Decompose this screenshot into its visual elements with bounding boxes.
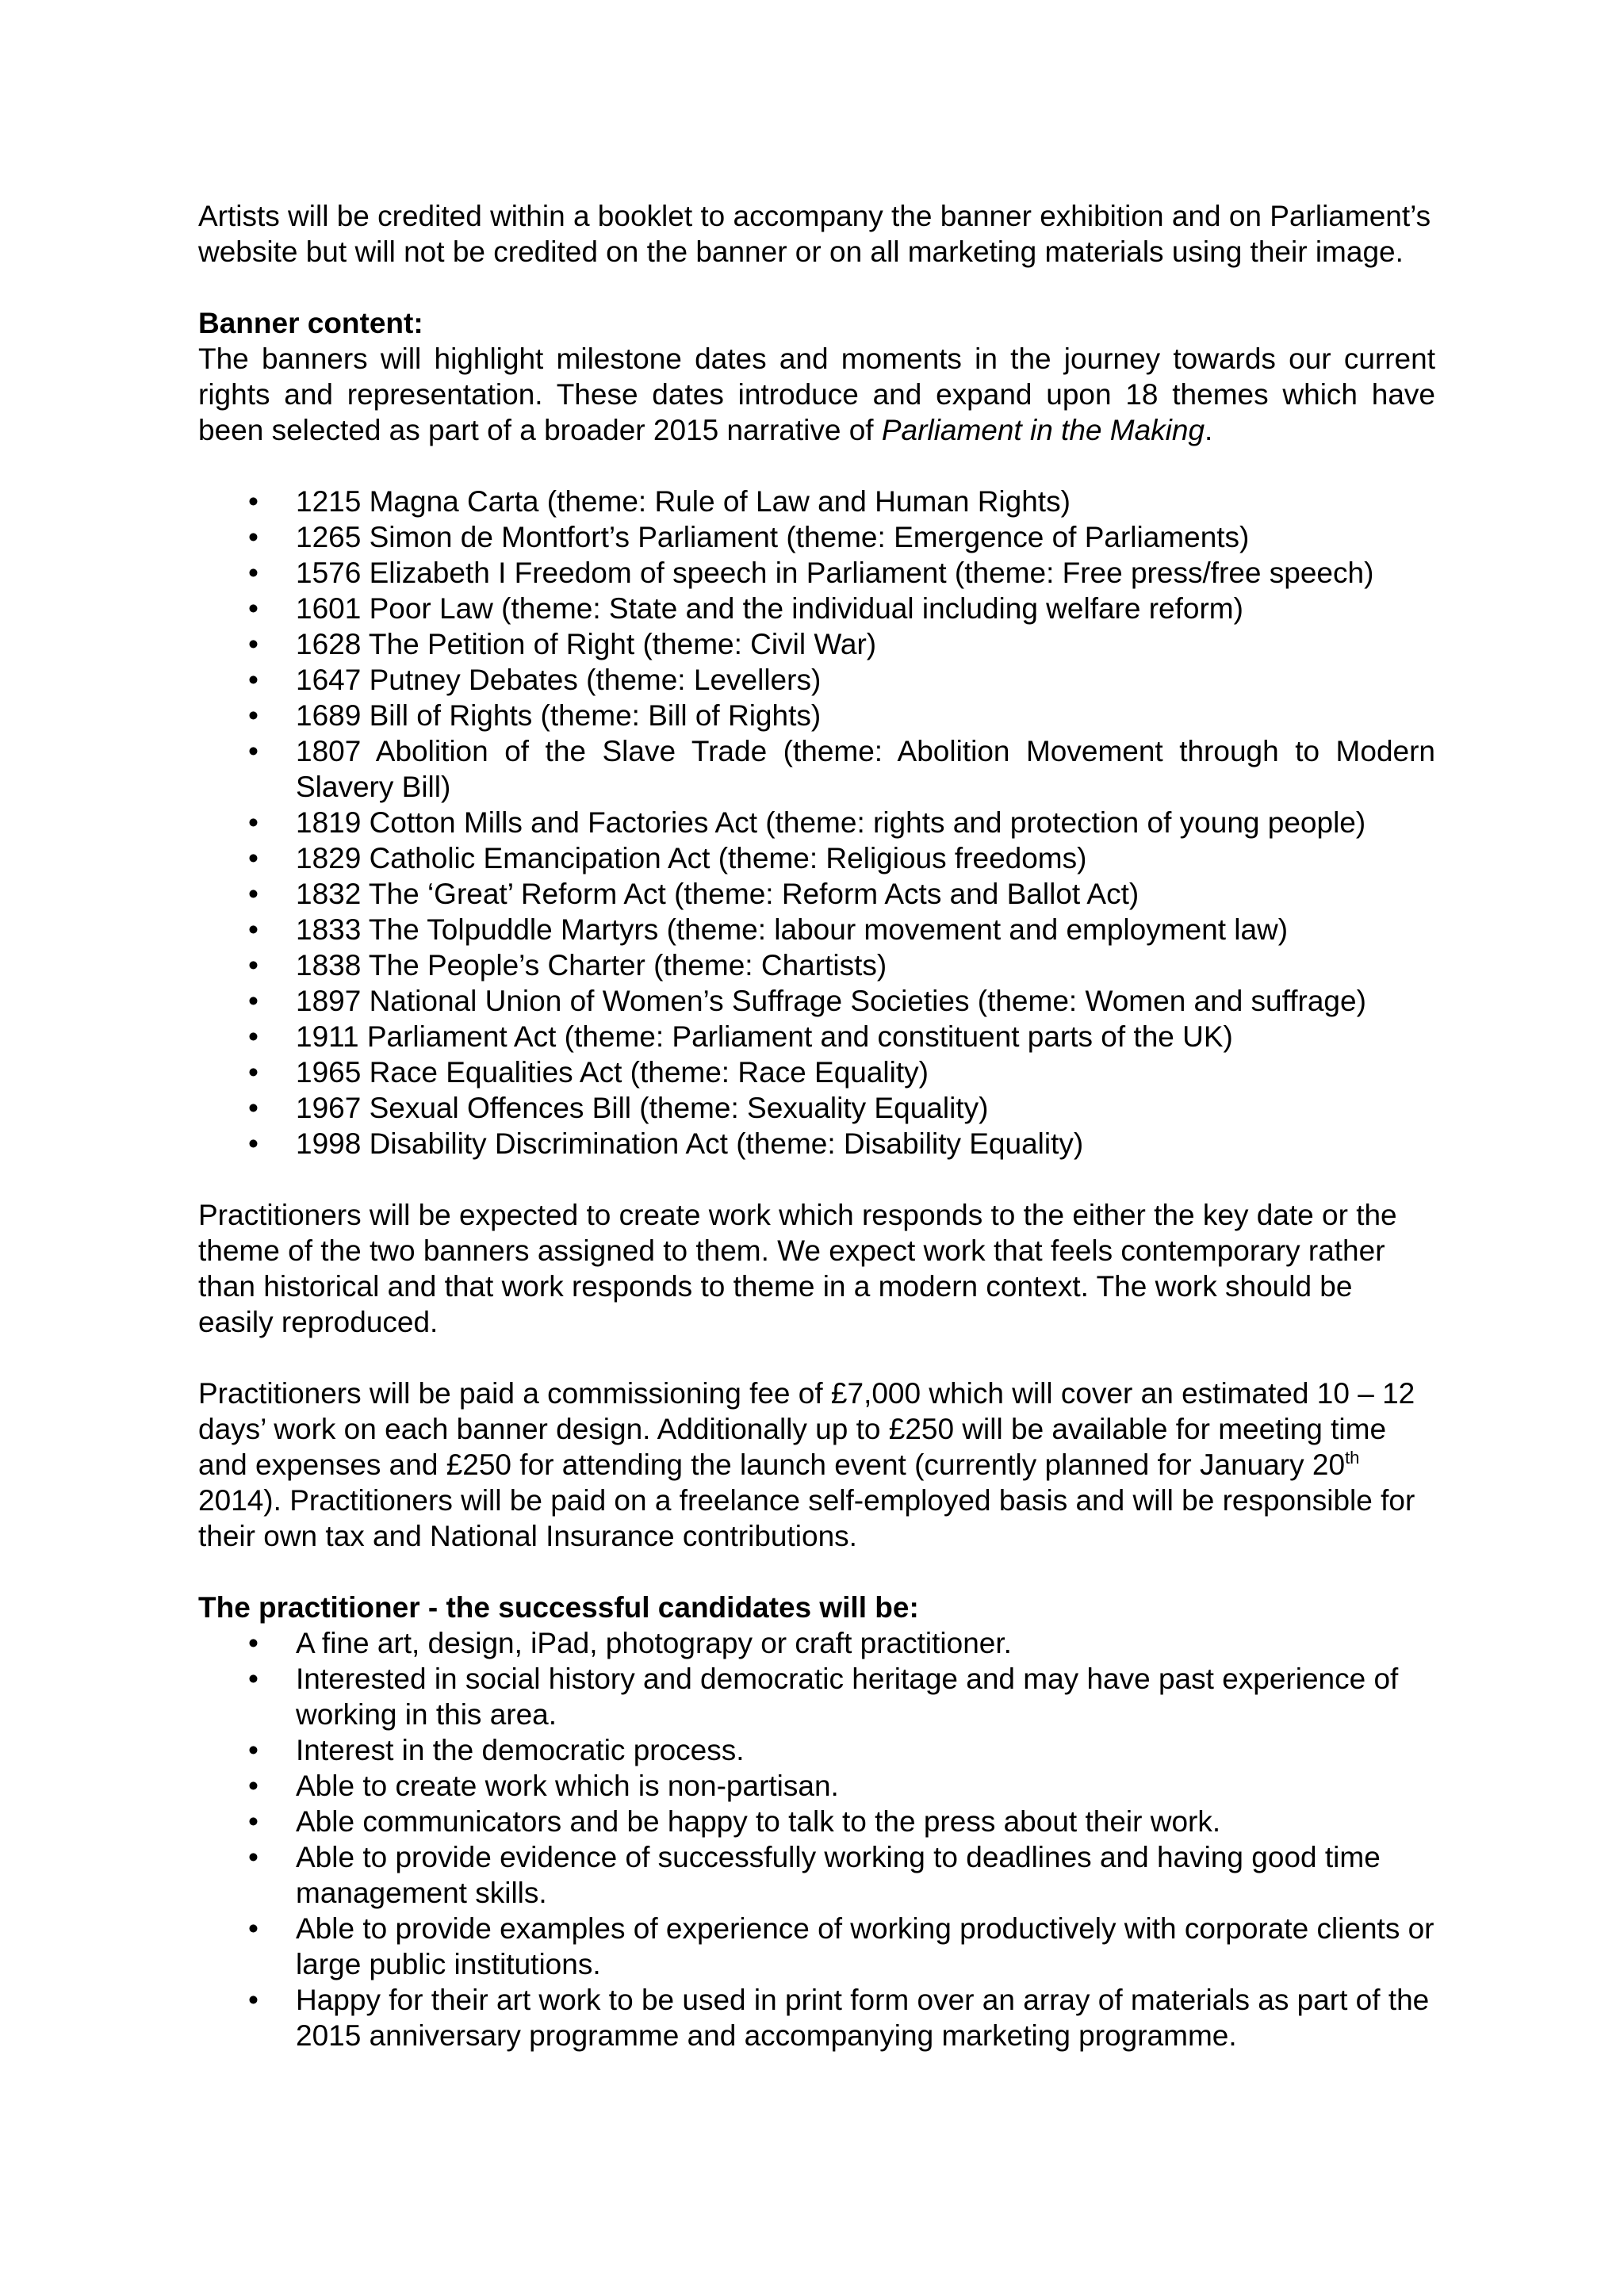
theme-list-item: [198, 1126, 1435, 1161]
criteria-list-item: [198, 1732, 1435, 1768]
bullet-icon: •: [248, 842, 259, 874]
theme-list-item-text: 1965 Race Equalities Act (theme: Race Equality): [296, 1056, 929, 1089]
bullet-icon: •: [248, 628, 259, 660]
paragraph-gap: [198, 1340, 1435, 1376]
theme-list-item-text: 1215 Magna Carta (theme: Rule of Law and Human Rights): [296, 485, 1071, 518]
fees-paragraph: [198, 1376, 1435, 1554]
bullet-icon: •: [248, 913, 259, 946]
theme-list-item-text: 1819 Cotton Mills and Factories Act (theme: rights and protection of young people): [296, 806, 1366, 839]
criteria-list-item-text: Able to provide evidence of successfully working to deadlines and having good time management skills.: [296, 1841, 1381, 1909]
criteria-list-item-text: Able communicators and be happy to talk to the press about their work.: [296, 1805, 1221, 1838]
credit-paragraph: Artists will be credited within a booklet to accompany the banner exhibition and on Parliament’s website but will not be credited on the banner or on all marketing materials using their image.: [198, 200, 1431, 268]
theme-list-item: [198, 662, 1435, 698]
banner-content-text-end: .: [1205, 414, 1213, 446]
criteria-list: [198, 1625, 1435, 2053]
criteria-list-item-text: A fine art, design, iPad, photograpy or craft practitioner.: [296, 1627, 1012, 1659]
theme-list-item: [198, 983, 1435, 1019]
expectations-paragraph: Practitioners will be expected to create work which responds to the either the key date or the theme of the two banners assigned to them. We expect work that feels contemporary rather than historical and that work responds to theme in a modern context. The work should be easily reproduced.: [198, 1199, 1397, 1338]
bullet-icon: •: [248, 1805, 259, 1838]
themes-list: [198, 484, 1435, 1161]
criteria-list-item-text: Interest in the democratic process.: [296, 1734, 745, 1766]
theme-list-item-text: 1601 Poor Law (theme: State and the individual including welfare reform): [296, 592, 1243, 625]
fees-text: Practitioners will be paid a commissioning fee of £7,000 which will cover an estimated 10 – 12 days’ work on each banner design. Additionally up to £250 will be available for meeting time and expenses and £250 for attending the launch event (currently planned for January 20: [198, 1377, 1415, 1481]
criteria-list-item-text: Able to create work which is non-partisan.: [296, 1770, 839, 1802]
practitioner-heading: The practitioner - the successful candidates will be:: [198, 1591, 919, 1624]
theme-list-item-text: 1647 Putney Debates (theme: Levellers): [296, 664, 822, 696]
theme-list-item: [198, 840, 1435, 876]
theme-list-item: [198, 519, 1435, 555]
bullet-icon: •: [248, 1127, 259, 1160]
paragraph-gap: [198, 1161, 1435, 1197]
theme-list-item-text: 1829 Catholic Emancipation Act (theme: Religious freedoms): [296, 842, 1087, 874]
bullet-icon: •: [248, 1020, 259, 1053]
criteria-list-item: [198, 1768, 1435, 1804]
theme-list-item-text: 1911 Parliament Act (theme: Parliament and constituent parts of the UK): [296, 1020, 1233, 1053]
criteria-list-item: [198, 1625, 1435, 1661]
document-page: [198, 198, 1435, 2053]
theme-list-item: [198, 484, 1435, 519]
theme-list-item-text: 1689 Bill of Rights (theme: Bill of Rights): [296, 699, 822, 732]
theme-list-item-text: 1807 Abolition of the Slave Trade (theme: Abolition Movement through to Modern Slavery Bill): [296, 735, 1435, 803]
bullet-icon: •: [248, 699, 259, 732]
theme-list-item: [198, 555, 1435, 591]
criteria-list-item: [198, 1839, 1435, 1911]
bullet-icon: •: [248, 1627, 259, 1659]
theme-list-item: [198, 876, 1435, 912]
bullet-icon: •: [248, 1984, 259, 2016]
theme-list-item: [198, 591, 1435, 626]
bullet-icon: •: [248, 1056, 259, 1089]
criteria-list-item: [198, 1911, 1435, 1982]
theme-list-item: [198, 698, 1435, 733]
criteria-list-item: [198, 1804, 1435, 1839]
theme-list-item-text: 1838 The People’s Charter (theme: Chartists): [296, 949, 887, 982]
theme-list-item-text: 1897 National Union of Women’s Suffrage Societies (theme: Women and suffrage): [296, 985, 1366, 1017]
theme-list-item-text: 1628 The Petition of Right (theme: Civil War): [296, 628, 877, 660]
bullet-icon: •: [248, 1770, 259, 1802]
fees-text-end: 2014). Practitioners will be paid on a freelance self-employed basis and will be responsible for their own tax and National Insurance contributions.: [198, 1484, 1415, 1552]
bullet-icon: •: [248, 1841, 259, 1873]
theme-list-item: [198, 733, 1435, 805]
theme-list-item: [198, 805, 1435, 840]
bullet-icon: •: [248, 878, 259, 910]
criteria-list-item: [198, 1982, 1435, 2053]
theme-list-item-text: 1832 The ‘Great’ Reform Act (theme: Reform Acts and Ballot Act): [296, 878, 1139, 910]
theme-list-item: [198, 912, 1435, 947]
bullet-icon: •: [248, 1912, 259, 1945]
bullet-icon: •: [248, 949, 259, 982]
paragraph-gap: [198, 448, 1435, 484]
bullet-icon: •: [248, 1092, 259, 1124]
theme-list-item: [198, 1054, 1435, 1090]
criteria-list-item-text: Happy for their art work to be used in print form over an array of materials as part of the 2015 anniversary programme and accompanying marketing programme.: [296, 1984, 1430, 2052]
bullet-icon: •: [248, 1663, 259, 1695]
theme-list-item-text: 1265 Simon de Montfort’s Parliament (theme: Emergence of Parliaments): [296, 521, 1250, 553]
bullet-icon: •: [248, 806, 259, 839]
bullet-icon: •: [248, 1734, 259, 1766]
banner-content-paragraph: [198, 341, 1435, 448]
banner-content-heading: Banner content:: [198, 307, 423, 339]
bullet-icon: •: [248, 557, 259, 589]
paragraph-gap: [198, 270, 1435, 305]
theme-list-item: [198, 947, 1435, 983]
parliament-in-the-making-title: Parliament in the Making: [881, 414, 1205, 446]
bullet-icon: •: [248, 485, 259, 518]
theme-list-item: [198, 1019, 1435, 1054]
paragraph-gap: [198, 1554, 1435, 1590]
theme-list-item: [198, 1090, 1435, 1126]
banner-content-text: The banners will highlight milestone dates and moments in the journey towards our current rights and representation. These dates introduce and expand upon 18 themes which have been selected as part of a broader 2015 narrative of: [198, 342, 1435, 446]
bullet-icon: •: [248, 592, 259, 625]
theme-list-item: [198, 626, 1435, 662]
bullet-icon: •: [248, 664, 259, 696]
bullet-icon: •: [248, 735, 259, 767]
theme-list-item-text: 1967 Sexual Offences Bill (theme: Sexuality Equality): [296, 1092, 989, 1124]
theme-list-item-text: 1998 Disability Discrimination Act (theme: Disability Equality): [296, 1127, 1084, 1160]
criteria-list-item: [198, 1661, 1435, 1732]
theme-list-item-text: 1576 Elizabeth I Freedom of speech in Parliament (theme: Free press/free speech): [296, 557, 1374, 589]
bullet-icon: •: [248, 521, 259, 553]
criteria-list-item-text: Interested in social history and democratic heritage and may have past experience of working in this area.: [296, 1663, 1399, 1731]
bullet-icon: •: [248, 985, 259, 1017]
theme-list-item-text: 1833 The Tolpuddle Martyrs (theme: labour movement and employment law): [296, 913, 1289, 946]
ordinal-superscript: th: [1345, 1448, 1360, 1468]
criteria-list-item-text: Able to provide examples of experience of working productively with corporate clients or large public institutions.: [296, 1912, 1434, 1980]
